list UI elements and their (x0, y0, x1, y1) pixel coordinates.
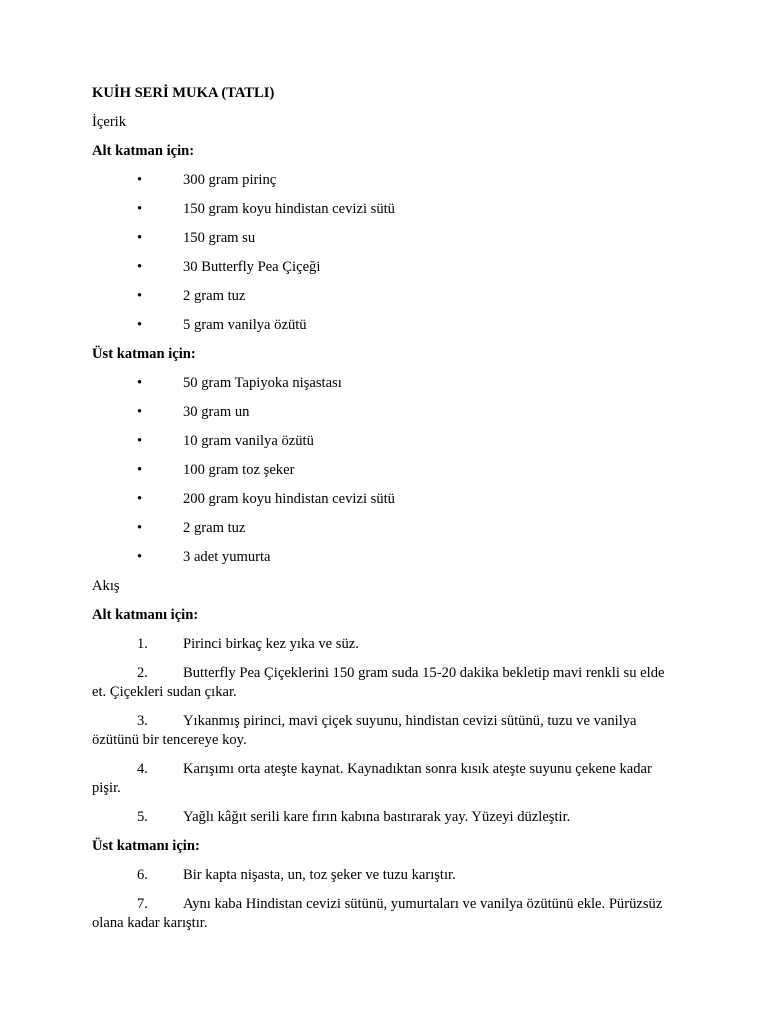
step-item (92, 866, 674, 885)
ingredient-text: 200 gram koyu hindistan cevizi sütü (183, 491, 395, 507)
step-number: 1. (137, 636, 148, 652)
ingredient-item (92, 490, 674, 509)
ingredient-item (92, 316, 674, 335)
step-item (92, 895, 674, 933)
step-number: 7. (137, 896, 148, 912)
bullet-icon: • (137, 172, 143, 188)
bullet-icon: • (137, 317, 143, 333)
top-layer-steps-heading: Üst katmanı için: (92, 838, 200, 854)
step-text: Butterfly Pea Çiçeklerini 150 gram suda 15-20 dakika bekletip mavi renkli su elde et. Çiçekleri sudan çıkar. (92, 665, 665, 700)
ingredient-text: 10 gram vanilya özütü (183, 433, 314, 449)
bullet-icon: • (137, 462, 143, 478)
ingredient-text: 30 gram un (183, 404, 250, 420)
bullet-icon: • (137, 549, 143, 565)
ingredient-item (92, 229, 674, 248)
ingredient-text: 100 gram toz şeker (183, 462, 295, 478)
step-item (92, 635, 674, 654)
method-heading: Akış (92, 578, 120, 594)
ingredient-text: 5 gram vanilya özütü (183, 317, 307, 333)
ingredient-text: 50 gram Tapiyoka nişastası (183, 375, 342, 391)
step-text: Bir kapta nişasta, un, toz şeker ve tuzu karıştır. (183, 867, 456, 883)
bottom-layer-step-list (92, 635, 674, 827)
bullet-icon: • (137, 230, 143, 246)
step-item (92, 712, 674, 750)
step-number: 4. (137, 761, 148, 777)
top-layer-ingredient-list (92, 374, 674, 567)
step-text: Yağlı kâğıt serili kare fırın kabına bastırarak yay. Yüzeyi düzleştir. (183, 809, 571, 825)
step-number: 5. (137, 809, 148, 825)
step-text: Yıkanmış pirinci, mavi çiçek suyunu, hindistan cevizi sütünü, tuzu ve vanilya özütünü bir tencereye koy. (92, 713, 637, 748)
bullet-icon: • (137, 375, 143, 391)
ingredient-text: 150 gram koyu hindistan cevizi sütü (183, 201, 395, 217)
bullet-icon: • (137, 491, 143, 507)
ingredient-item (92, 519, 674, 538)
bullet-icon: • (137, 201, 143, 217)
top-layer-ingredients-heading: Üst katman için: (92, 346, 196, 362)
ingredient-item (92, 548, 674, 567)
recipe-title: KUİH SERİ MUKA (TATLI) (92, 85, 275, 101)
bullet-icon: • (137, 433, 143, 449)
step-text: Pirinci birkaç kez yıka ve süz. (183, 636, 359, 652)
ingredient-item (92, 374, 674, 393)
bottom-layer-ingredients-heading: Alt katman için: (92, 143, 195, 159)
step-item (92, 664, 674, 702)
step-text: Karışımı orta ateşte kaynat. Kaynadıktan sonra kısık ateşte suyunu çekene kadar pişir. (92, 761, 652, 796)
ingredient-item (92, 432, 674, 451)
ingredient-item (92, 403, 674, 422)
step-text: Aynı kaba Hindistan cevizi sütünü, yumurtaları ve vanilya özütünü ekle. Pürüzsüz olana kadar karıştır. (92, 896, 663, 931)
step-number: 2. (137, 665, 148, 681)
ingredient-text: 3 adet yumurta (183, 549, 271, 565)
step-item (92, 760, 674, 798)
ingredient-text: 2 gram tuz (183, 288, 246, 304)
ingredient-text: 30 Butterfly Pea Çiçeği (183, 259, 321, 275)
ingredient-text: 300 gram pirinç (183, 172, 277, 188)
top-layer-step-list (92, 866, 674, 933)
ingredient-text: 150 gram su (183, 230, 256, 246)
bottom-layer-steps-heading: Alt katmanı için: (92, 607, 199, 623)
ingredient-item (92, 171, 674, 190)
step-number: 3. (137, 713, 148, 729)
ingredient-text: 2 gram tuz (183, 520, 246, 536)
ingredient-item (92, 461, 674, 480)
ingredient-item (92, 200, 674, 219)
step-number: 6. (137, 867, 148, 883)
bullet-icon: • (137, 520, 143, 536)
ingredient-item (92, 258, 674, 277)
ingredient-item (92, 287, 674, 306)
step-item (92, 808, 674, 827)
bullet-icon: • (137, 288, 143, 304)
document-page (92, 84, 674, 943)
bottom-layer-ingredient-list (92, 171, 674, 335)
bullet-icon: • (137, 259, 143, 275)
ingredients-heading: İçerik (92, 114, 127, 130)
bullet-icon: • (137, 404, 143, 420)
